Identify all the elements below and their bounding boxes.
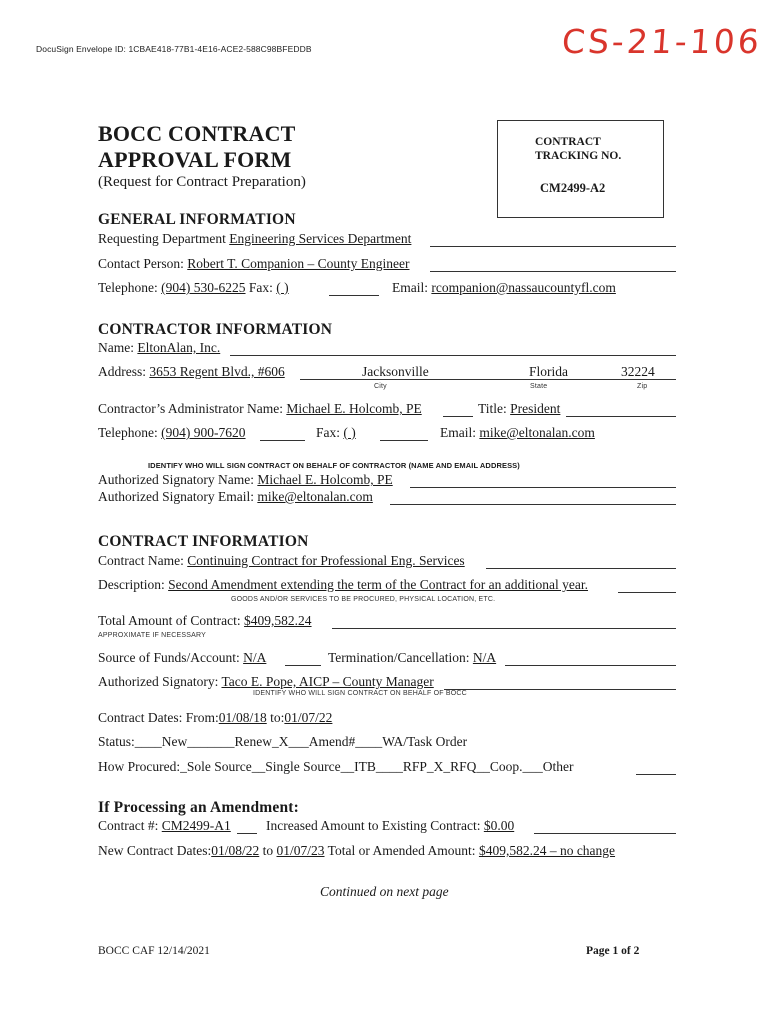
new-contract-dates-row — [98, 843, 615, 859]
underline — [618, 592, 676, 593]
contract-description-row — [98, 577, 588, 593]
city-caption: City — [374, 383, 387, 390]
contractor-phone-label: Telephone: — [98, 425, 162, 440]
underline — [486, 568, 676, 569]
tracking-label-line2: TRACKING NO. — [535, 150, 622, 162]
tracking-label — [535, 135, 621, 163]
contractor-title-label: Title: — [478, 401, 511, 416]
contractor-admin-value: Michael E. Holcomb, PE — [286, 401, 422, 416]
termination-label: Termination/Cancellation: — [328, 650, 473, 665]
contractor-title-value: President — [510, 401, 561, 416]
contractor-email-value: mike@eltonalan.com — [479, 425, 595, 440]
contractor-admin-label: Contractor’s Administrator Name: — [98, 401, 287, 416]
contractor-title-row — [478, 401, 560, 417]
general-email-row — [392, 280, 616, 296]
contract-dates-to-label: to: — [266, 710, 285, 725]
requesting-department-label: Requesting Department — [98, 231, 230, 246]
authorized-signatory-name-row — [98, 472, 393, 488]
contractor-name-label: Name: — [98, 340, 138, 355]
total-amount-label: Total Amount of Contract: — [98, 613, 245, 628]
contractor-fax-row — [316, 425, 356, 441]
bocc-signatory-caption: IDENTIFY WHO WILL SIGN CONTRACT ON BEHALF OF BOCC — [253, 690, 467, 697]
contract-dates-row — [98, 710, 332, 726]
total-amount-value: $409,582.24 — [244, 613, 312, 628]
general-fax-value: ( ) — [276, 280, 289, 295]
increased-amount-label: Increased Amount to Existing Contract: — [266, 818, 484, 833]
amendment-contract-value: CM2499-A1 — [161, 818, 231, 833]
underline — [443, 416, 473, 417]
new-contract-dates-to-label: to — [259, 843, 277, 858]
docusign-envelope-id: DocuSign Envelope ID: 1CBAE418-77B1-4E16-ACE2-588C98BFEDDB — [36, 44, 312, 54]
requesting-department-value: Engineering Services Department — [229, 231, 412, 246]
total-amount-row — [98, 613, 312, 629]
contract-name-label: Contract Name: — [98, 553, 188, 568]
contract-dates-from: 01/08/18 — [218, 710, 267, 725]
underline — [534, 833, 676, 834]
contract-name-row — [98, 553, 465, 569]
form-title-line2: APPROVAL FORM — [98, 147, 292, 172]
underline — [430, 271, 676, 272]
amendment-heading: If Processing an Amendment: — [98, 799, 300, 816]
bocc-signatory-row — [98, 674, 434, 690]
amendment-contract-label: Contract #: — [98, 818, 162, 833]
contract-info-heading: CONTRACT INFORMATION — [98, 533, 309, 550]
total-amount-caption: APPROXIMATE IF NECESSARY — [98, 632, 207, 639]
contractor-admin-row — [98, 401, 422, 417]
underline — [410, 487, 676, 488]
contractor-phone-value: (904) 900-7620 — [161, 425, 246, 440]
contractor-address-value: 3653 Regent Blvd., #606 — [149, 364, 285, 379]
contract-dates-to: 01/07/22 — [284, 710, 333, 725]
authorized-signatory-name-value: Michael E. Holcomb, PE — [257, 472, 393, 487]
general-phone-label: Telephone: — [98, 280, 162, 295]
form-subtitle: (Request for Contract Preparation) — [98, 174, 306, 190]
amended-amount-value: $409,582.24 – no change — [478, 843, 616, 858]
contractor-info-heading: CONTRACTOR INFORMATION — [98, 321, 333, 338]
underline — [285, 665, 321, 666]
contract-description-value: Second Amendment extending the term of the Contract for an additional year. — [168, 577, 589, 592]
source-of-funds-row — [98, 650, 266, 666]
contractor-state-value: Florida — [529, 364, 568, 379]
page-number: Page 1 of 2 — [586, 945, 640, 957]
form-title-line1: BOCC CONTRACT — [98, 121, 296, 146]
contractor-address-row — [98, 364, 285, 380]
increased-amount-row — [266, 818, 514, 834]
underline — [380, 440, 428, 441]
footer-form-id: BOCC CAF 12/14/2021 — [98, 945, 210, 957]
how-procured-row: How Procured:_Sole Source__Single Source__ITB____RFP_X_RFQ__Coop.___Other — [98, 759, 574, 774]
authorized-signatory-name-label: Authorized Signatory Name: — [98, 472, 258, 487]
bocc-signatory-value: Taco E. Pope, AICP – County Manager — [221, 674, 434, 689]
general-fax-label: Fax: — [245, 280, 277, 295]
source-of-funds-label: Source of Funds/Account: — [98, 650, 244, 665]
underline — [390, 504, 676, 505]
termination-row — [328, 650, 496, 666]
authorized-signatory-email-label: Authorized Signatory Email: — [98, 489, 258, 504]
underline — [237, 833, 257, 834]
handwritten-contract-number: CS-21-106 — [560, 22, 764, 61]
amendment-contract-row — [98, 818, 231, 834]
underline — [260, 440, 305, 441]
general-email-value: rcompanion@nassaucountyfl.com — [431, 280, 616, 295]
underline — [300, 379, 676, 380]
contract-dates-label: Contract Dates: From: — [98, 710, 219, 725]
contract-name-value: Continuing Contract for Professional Eng. Services — [187, 553, 465, 568]
contractor-phone-row — [98, 425, 246, 441]
underline — [505, 665, 676, 666]
underline — [332, 628, 676, 629]
underline — [566, 416, 676, 417]
contract-description-label: Description: — [98, 577, 169, 592]
general-phone-row — [98, 280, 289, 296]
general-phone-value: (904) 530-6225 — [161, 280, 246, 295]
increased-amount-value: $0.00 — [483, 818, 515, 833]
requesting-department-row — [98, 231, 411, 247]
contact-person-row — [98, 256, 409, 272]
contractor-name-row — [98, 340, 220, 356]
underline — [430, 246, 676, 247]
source-of-funds-value: N/A — [243, 650, 267, 665]
general-info-heading: GENERAL INFORMATION — [98, 211, 296, 228]
contractor-fax-label: Fax: — [316, 425, 344, 440]
new-contract-dates-label: New Contract Dates: — [98, 843, 212, 858]
status-row: Status:____New_______Renew_X___Amend#____WA/Task Order — [98, 734, 468, 749]
identify-contractor-signer-note: IDENTIFY WHO WILL SIGN CONTRACT ON BEHALF OF CONTRACTOR (NAME AND EMAIL ADDRESS) — [148, 461, 520, 470]
general-email-label: Email: — [392, 280, 432, 295]
underline — [329, 295, 379, 296]
contractor-fax-value: ( ) — [343, 425, 356, 440]
contractor-email-row — [440, 425, 595, 441]
new-contract-dates-from: 01/08/22 — [211, 843, 260, 858]
zip-caption: Zip — [637, 383, 648, 390]
amended-amount-label: Total or Amended Amount: — [324, 843, 479, 858]
contractor-email-label: Email: — [440, 425, 480, 440]
contact-person-value: Robert T. Companion – County Engineer — [187, 256, 410, 271]
underline — [444, 689, 676, 690]
description-caption: GOODS AND/OR SERVICES TO BE PROCURED, PHYSICAL LOCATION, ETC. — [231, 596, 496, 603]
contractor-name-value: EltonAlan, Inc. — [137, 340, 221, 355]
form-title — [98, 121, 296, 173]
contact-person-label: Contact Person: — [98, 256, 188, 271]
contractor-address-label: Address: — [98, 364, 150, 379]
underline — [636, 774, 676, 775]
termination-value: N/A — [472, 650, 497, 665]
authorized-signatory-email-row — [98, 489, 373, 505]
contractor-zip-value: 32224 — [621, 364, 655, 379]
tracking-label-line1: CONTRACT — [535, 136, 601, 148]
tracking-number: CM2499-A2 — [540, 181, 606, 195]
contractor-city-value: Jacksonville — [362, 364, 429, 379]
authorized-signatory-email-value: mike@eltonalan.com — [257, 489, 373, 504]
new-contract-dates-to: 01/07/23 — [276, 843, 325, 858]
underline — [230, 355, 676, 356]
bocc-signatory-label: Authorized Signatory: — [98, 674, 222, 689]
state-caption: State — [530, 383, 548, 390]
continued-note: Continued on next page — [320, 884, 449, 899]
